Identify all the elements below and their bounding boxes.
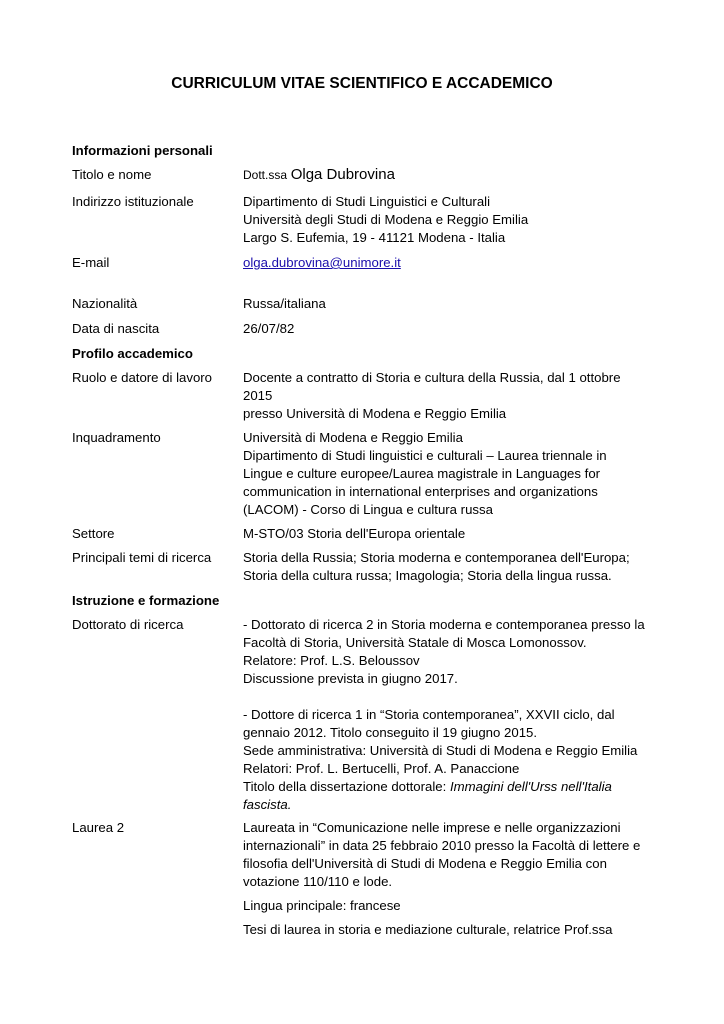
topics-value — [243, 549, 663, 585]
nationality-label: Nazionalità — [72, 296, 138, 311]
address-line: Largo S. Eufemia, 19 - 41121 Modena - Italia — [243, 230, 506, 245]
role-line: presso Università di Modena e Reggio Emilia — [243, 406, 507, 421]
degree-line: filosofia dell'Università di Studi di Modena e Reggio Emilia con — [243, 856, 607, 871]
thesis-title-cont: fascista. — [243, 797, 292, 812]
topics-line: Storia della Russia; Storia moderna e contemporanea dell'Europa; — [243, 550, 630, 565]
degree-value — [243, 819, 663, 939]
birth-value: 26/07/82 — [243, 321, 295, 336]
position-line: Dipartimento di Studi linguistici e culturali – Laurea triennale in — [243, 448, 607, 463]
section-education-heading: Istruzione e formazione — [72, 593, 220, 608]
topics-label: Principali temi di ricerca — [72, 550, 212, 565]
email-value-wrap — [243, 254, 663, 272]
role-label: Ruolo e datore di lavoro — [72, 370, 213, 385]
degree-line: Laureata in “Comunicazione nelle imprese e nelle organizzazioni — [243, 820, 621, 835]
sector-value: M-STO/03 Storia dell'Europa orientale — [243, 526, 466, 541]
phd-line: Relatori: Prof. L. Bertucelli, Prof. A. Panaccione — [243, 761, 520, 776]
nationality-value: Russa/italiana — [243, 296, 326, 311]
role-line: Docente a contratto di Storia e cultura della Russia, dal 1 ottobre — [243, 370, 621, 385]
blank-line — [243, 688, 663, 706]
address-line: Dipartimento di Studi Linguistici e Culturali — [243, 194, 491, 209]
phd-line: - Dottore di ricerca 1 in “Storia contemporanea”, XXVII ciclo, dal — [243, 707, 615, 722]
degree-line: internazionali” in data 25 febbraio 2010 presso la Facoltà di lettere e — [243, 838, 641, 853]
degree-thesis: Tesi di laurea in storia e mediazione culturale, relatrice Prof.ssa — [243, 922, 613, 937]
position-line: Università di Modena e Reggio Emilia — [243, 430, 463, 445]
position-label: Inquadramento — [72, 430, 161, 445]
page-title: CURRICULUM VITAE SCIENTIFICO E ACCADEMICO — [171, 75, 553, 92]
title-value — [243, 166, 663, 184]
address-value — [243, 193, 663, 247]
sector-label: Settore — [72, 526, 115, 541]
position-value — [243, 429, 663, 519]
thesis-title: Immagini dell'Urss nell'Italia — [449, 779, 612, 794]
position-line: communication in international enterprises and organizations — [243, 484, 598, 499]
email-link[interactable]: olga.dubrovina@unimore.it — [243, 255, 401, 270]
title-label: Titolo e nome — [72, 167, 152, 182]
birth-label: Data di nascita — [72, 321, 160, 336]
phd-line: Facoltà di Storia, Università Statale di Mosca Lomonossov. — [243, 635, 587, 650]
phd-line: Discussione prevista in giugno 2017. — [243, 671, 458, 686]
phd-line — [243, 796, 663, 814]
phd-line: Sede amministrativa: Università di Studi di Modena e Reggio Emilia — [243, 743, 638, 758]
position-line: (LACOM) - Corso di Lingua e cultura russa — [243, 502, 493, 517]
phd-line — [243, 778, 663, 796]
degree-language: Lingua principale: francese — [243, 898, 401, 913]
address-label: Indirizzo istituzionale — [72, 194, 194, 209]
topics-line: Storia della cultura russa; Imagologia; Storia della lingua russa. — [243, 568, 612, 583]
section-academic-heading: Profilo accademico — [72, 346, 193, 361]
person-name: Olga Dubrovina — [290, 166, 395, 183]
section-personal-heading: Informazioni personali — [72, 143, 213, 158]
role-value — [243, 369, 663, 423]
email-label: E-mail — [72, 255, 110, 270]
degree-line: votazione 110/110 e lode. — [243, 874, 393, 889]
phd-line: - Dottorato di ricerca 2 in Storia moderna e contemporanea presso la — [243, 617, 645, 632]
degree-label: Laurea 2 — [72, 820, 125, 835]
phd-line: Relatore: Prof. L.S. Beloussov — [243, 653, 420, 668]
position-line: Lingue e culture europee/Laurea magistrale in Languages for — [243, 466, 601, 481]
phd-value — [243, 616, 663, 814]
address-line: Università degli Studi di Modena e Reggio Emilia — [243, 212, 529, 227]
role-line: 2015 — [243, 388, 273, 403]
phd-label: Dottorato di ricerca — [72, 617, 184, 632]
thesis-title-prefix: Titolo della dissertazione dottorale: — [243, 779, 450, 794]
title-prefix: Dott.ssa — [243, 168, 288, 182]
phd-line: gennaio 2012. Titolo conseguito il 19 giugno 2015. — [243, 725, 538, 740]
